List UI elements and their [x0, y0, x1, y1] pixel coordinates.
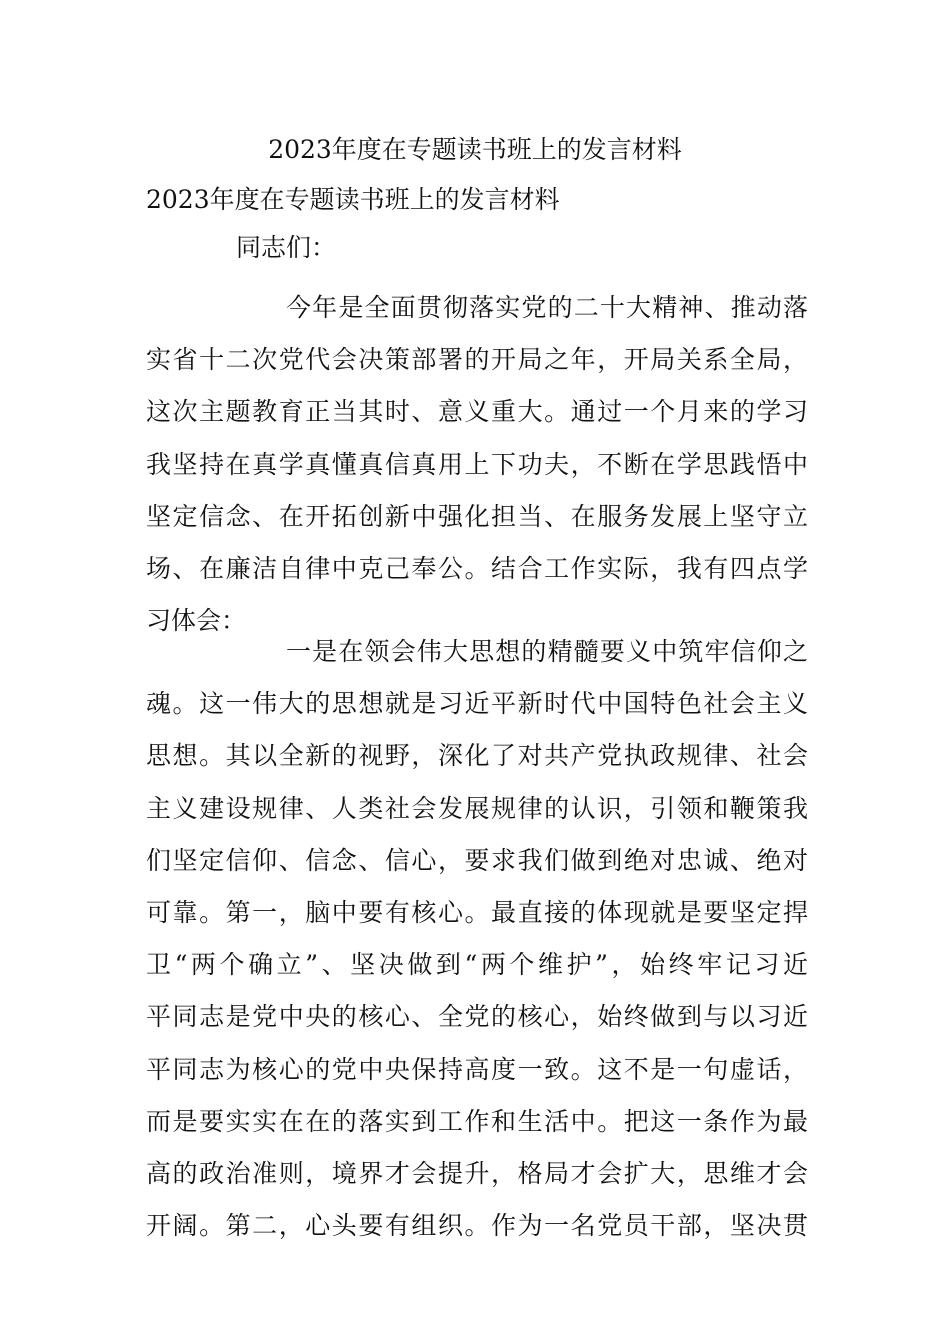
paragraph-line: 可靠。第一，脑中要有核心。最直接的体现就是要坚定捍: [146, 897, 808, 927]
paragraph-point-one: [146, 626, 808, 1252]
salutation: 同志们：: [236, 233, 337, 262]
paragraph-line: 坚定信念、在开拓创新中强化担当、在服务发展上坚守立: [146, 501, 808, 531]
paragraph-line: 思想。其以全新的视野，深化了对共产党执政规律、社会: [146, 741, 808, 771]
paragraph-line: 而是要实实在在的落实到工作和生活中。把这一条作为最: [146, 1106, 808, 1136]
paragraph-line: 这次主题教育正当其时、意义重大。通过一个月来的学习: [146, 397, 808, 427]
paragraph-line: 主义建设规律、人类社会发展规律的认识，引领和鞭策我: [146, 793, 808, 823]
paragraph-line: 习体会：: [146, 606, 247, 636]
document-subtitle: 2023年度在专题读书班上的发言材料: [146, 185, 560, 214]
paragraph-line: 我坚持在真学真懂真信真用上下功夫，不断在学思践悟中: [146, 449, 808, 479]
paragraph-line: 场、在廉洁自律中克己奉公。结合工作实际，我有四点学: [146, 553, 808, 583]
paragraph-line: 平同志为核心的党中央保持高度一致。这不是一句虚话，: [146, 1054, 808, 1084]
document-title: 2023年度在专题读书班上的发言材料: [268, 135, 682, 164]
paragraph-line: 开阔。第二，心头要有组织。作为一名党员干部，坚决贯: [146, 1211, 808, 1241]
paragraph-line: 实省十二次党代会决策部署的开局之年，开局关系全局，: [146, 345, 808, 375]
paragraph-line: 今年是全面贯彻落实党的二十大精神、推动落: [286, 293, 808, 322]
paragraph-line: 一是在领会伟大思想的精髓要义中筑牢信仰之: [286, 637, 808, 666]
paragraph-intro: [146, 282, 808, 647]
paragraph-line: 平同志是党中央的核心、全党的核心，始终做到与以习近: [146, 1002, 808, 1032]
paragraph-line: 们坚定信仰、信念、信心，要求我们做到绝对忠诚、绝对: [146, 845, 808, 875]
paragraph-line: 卫“两个确立”、坚决做到“两个维护”，始终牢记习近: [146, 950, 808, 980]
paragraph-line: 魂。这一伟大的思想就是习近平新时代中国特色社会主义: [146, 689, 808, 719]
paragraph-line: 高的政治准则，境界才会提升，格局才会扩大，思维才会: [146, 1158, 808, 1188]
